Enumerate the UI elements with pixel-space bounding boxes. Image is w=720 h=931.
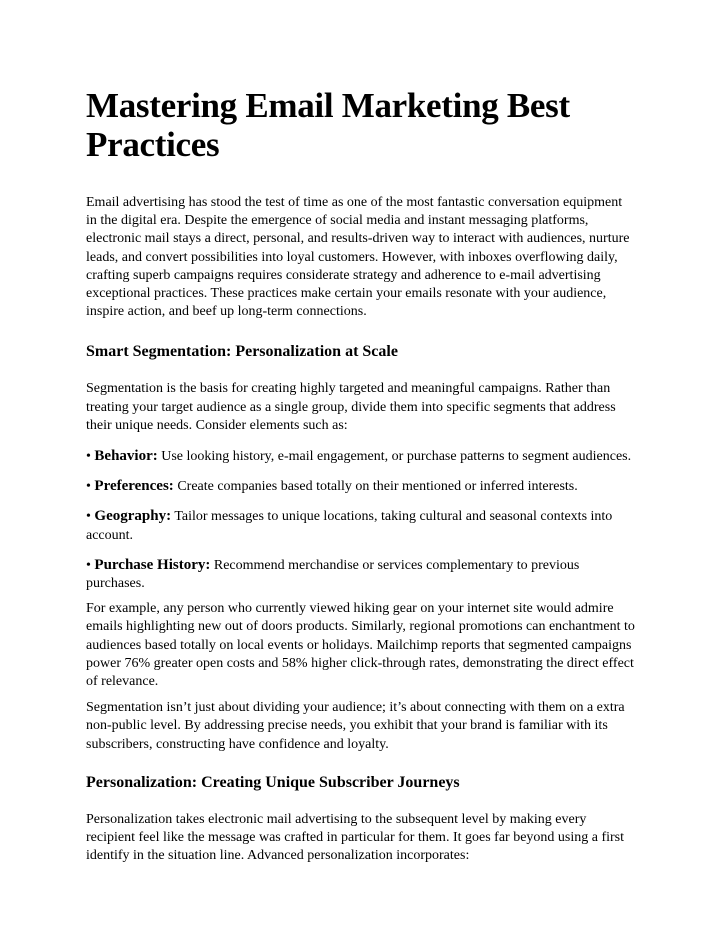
segmentation-closing-paragraph: Segmentation isn’t just about dividing your audience; it’s about connecting with them on a extra non-public level. By addressing precise needs, you exhibit that your brand is familiar with its subscribers, constructing have confidence and loyalty.: [86, 700, 625, 752]
section-heading-personalization: Personalization: Creating Unique Subscriber Journeys: [86, 773, 460, 791]
bullet-item-purchase-history: [86, 556, 636, 593]
personalization-intro-paragraph: Personalization takes electronic mail advertising to the subsequent level by making every recipient feel like the message was crafted in particular for them. It goes far beyond using a first identify in the situation line. Advanced personalization incorporates:: [86, 811, 625, 864]
example-paragraph: For example, any person who currently viewed hiking gear on your internet site would admire emails highlighting new out of doors products. Similarly, regional promotions can enchantment to audiences based totally on local events or holidays. Mailchimp reports that segmented campaigns power 76% greater open costs and 58% higher click-through rates, demonstrating the direct effect of relevance.: [86, 601, 635, 690]
section-heading-segmentation: Smart Segmentation: Personalization at Scale: [86, 343, 398, 361]
bullet-item-geography: [86, 507, 636, 544]
bullet-marker: •: [86, 449, 91, 465]
bullet-term: Behavior:: [94, 448, 158, 465]
bullet-text: Create companies based totally on their mentioned or inferred interests.: [177, 479, 578, 495]
intro-paragraph: Email advertising has stood the test of time as one of the most fantastic conversation equipment in the digital era. Despite the emergence of social media and instant messaging platforms, electronic mail stays a direct, personal, and results-driven way to interact with audiences, nurture leads, and convert possibilities into loyal customers. However, with inboxes overflowing daily, crafting superb campaigns requires considerate strategy and adherence to e-mail advertising exceptional practices. These practices make certain your emails resonate with your audience, inspire action, and beef up long-term connections.: [86, 195, 630, 320]
segmentation-intro-paragraph: Segmentation is the basis for creating highly targeted and meaningful campaigns. Rather than treating your target audience as a single group, divide them into specific segments that address their unique needs. Consider elements such as:: [86, 381, 616, 433]
bullet-text: Tailor messages to unique locations, taking cultural and seasonal contexts into account.: [86, 509, 613, 543]
bullet-marker: •: [86, 557, 91, 573]
bullet-item-behavior: [86, 447, 636, 466]
bullet-term: Geography:: [94, 508, 172, 525]
bullet-item-preferences: [86, 477, 636, 496]
page-title: Mastering Email Marketing Best Practices: [86, 86, 570, 164]
bullet-marker: •: [86, 509, 91, 525]
bullet-text: Recommend merchandise or services complementary to previous purchases.: [86, 557, 580, 592]
bullet-term: Preferences:: [94, 478, 174, 495]
bullet-text: Use looking history, e-mail engagement, or purchase patterns to segment audiences.: [161, 449, 632, 465]
bullet-marker: •: [86, 479, 91, 495]
bullet-term: Purchase History:: [94, 556, 211, 573]
